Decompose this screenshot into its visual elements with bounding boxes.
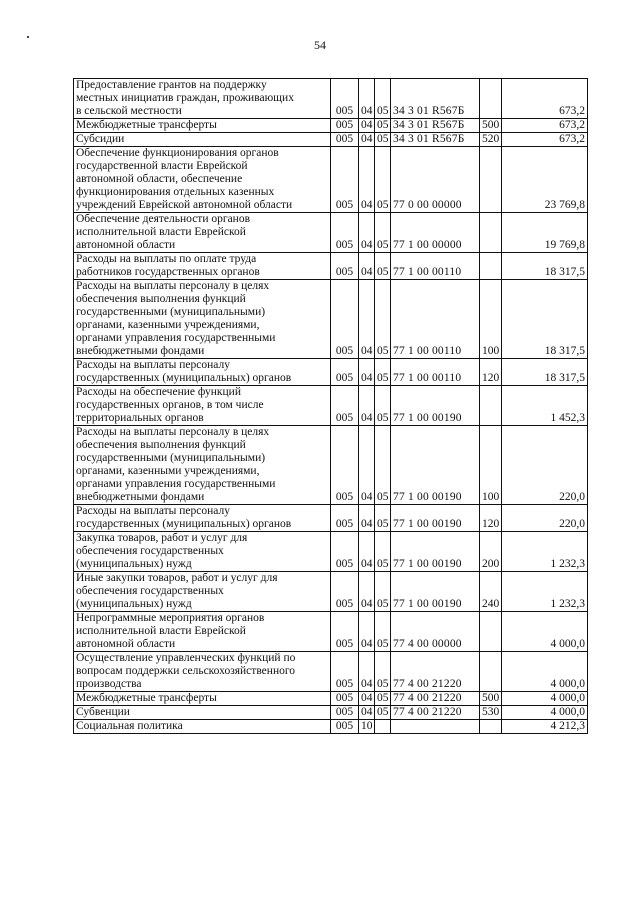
- expense-name-line: обеспечения государственных: [76, 545, 224, 557]
- ministry-code-cell: 005: [331, 505, 359, 532]
- ministry-code-cell: 005: [331, 253, 359, 280]
- expense-type-cell: 530: [480, 706, 502, 720]
- subsection-code-cell: 05: [375, 706, 391, 720]
- expense-name-line: территориальных органов: [76, 412, 204, 424]
- target-article-cell: 77 1 00 00190: [391, 505, 480, 532]
- subsection-code-cell: 05: [375, 505, 391, 532]
- subsection-code-cell: 05: [375, 572, 391, 612]
- ministry-code-cell: 005: [331, 280, 359, 359]
- ministry-code-cell: 005: [331, 692, 359, 706]
- ministry-code-cell: 005: [331, 720, 359, 734]
- expense-type-cell: 520: [480, 133, 502, 147]
- section-code-cell: 04: [359, 79, 375, 119]
- section-code-cell: 10: [359, 720, 375, 734]
- expense-type-cell: [480, 386, 502, 426]
- ministry-code-cell: 005: [331, 426, 359, 505]
- expense-type-cell: 200: [480, 532, 502, 572]
- subsection-code-cell: 05: [375, 652, 391, 692]
- amount-cell: 4 212,3: [502, 720, 588, 734]
- expense-name-line: производства: [76, 678, 142, 690]
- target-article-cell: 77 4 00 00000: [391, 612, 480, 652]
- expense-type-cell: 500: [480, 119, 502, 133]
- expense-name-line: автономной области: [76, 239, 176, 251]
- expense-name-cell: [74, 213, 331, 253]
- expense-name-line: обеспечения выполнения функций: [76, 439, 246, 451]
- subsection-code-cell: 05: [375, 359, 391, 386]
- expense-name-line: органами управления государственными: [76, 478, 276, 490]
- table-row: [74, 133, 588, 147]
- expense-name-line: обеспечения государственных: [76, 585, 224, 597]
- section-code-cell: 04: [359, 359, 375, 386]
- expense-name-cell: [74, 280, 331, 359]
- expense-type-cell: 240: [480, 572, 502, 612]
- target-article-cell: 77 1 00 00110: [391, 359, 480, 386]
- expense-name-line: автономной области, обеспечение: [76, 173, 243, 185]
- section-code-cell: 04: [359, 706, 375, 720]
- ministry-code-cell: 005: [331, 386, 359, 426]
- amount-cell: 673,2: [502, 119, 588, 133]
- amount-cell: 23 769,8: [502, 147, 588, 213]
- subsection-code-cell: 05: [375, 386, 391, 426]
- expense-name-line: Субсидии: [76, 133, 125, 145]
- expense-name-line: Социальная политика: [76, 720, 183, 732]
- section-code-cell: 04: [359, 253, 375, 280]
- expense-name-cell: [74, 133, 331, 147]
- ministry-code-cell: 005: [331, 572, 359, 612]
- expense-name-line: (муниципальных) нужд: [76, 558, 192, 570]
- amount-cell: 220,0: [502, 505, 588, 532]
- page-number: 54: [314, 38, 326, 52]
- target-article-cell: 77 4 00 21220: [391, 652, 480, 692]
- table-row: [74, 280, 588, 359]
- subsection-code-cell: 05: [375, 612, 391, 652]
- expense-name-cell: [74, 359, 331, 386]
- expense-name-line: Иные закупки товаров, работ и услуг для: [76, 572, 278, 584]
- subsection-code-cell: 05: [375, 253, 391, 280]
- target-article-cell: 77 1 00 00190: [391, 386, 480, 426]
- ministry-code-cell: 005: [331, 532, 359, 572]
- table-row: [74, 359, 588, 386]
- expense-name-line: функционирования отдельных казенных: [76, 186, 275, 198]
- subsection-code-cell: 05: [375, 79, 391, 119]
- expense-name-cell: [74, 706, 331, 720]
- expense-name-line: Осуществление управленческих функций по: [76, 652, 296, 664]
- expense-name-cell: [74, 720, 331, 734]
- table-row: [74, 253, 588, 280]
- expense-type-cell: [480, 652, 502, 692]
- expense-name-cell: [74, 253, 331, 280]
- table-row: [74, 147, 588, 213]
- expense-name-cell: [74, 119, 331, 133]
- expense-name-line: Непрограммные мероприятия органов: [76, 612, 265, 624]
- amount-cell: 4 000,0: [502, 706, 588, 720]
- budget-table-body: [74, 79, 588, 734]
- expense-type-cell: [480, 79, 502, 119]
- amount-cell: 673,2: [502, 133, 588, 147]
- ministry-code-cell: 005: [331, 79, 359, 119]
- expense-name-line: Расходы на обеспечение функций: [76, 386, 241, 398]
- ministry-code-cell: 005: [331, 133, 359, 147]
- target-article-cell: 34 3 01 R567Б: [391, 79, 480, 119]
- target-article-cell: 77 1 00 00000: [391, 213, 480, 253]
- expense-name-line: органами управления государственными: [76, 332, 276, 344]
- section-code-cell: 04: [359, 505, 375, 532]
- expense-name-line: органами, казенными учреждениями,: [76, 465, 260, 477]
- expense-name-line: в сельской местности: [76, 105, 182, 117]
- section-code-cell: 04: [359, 280, 375, 359]
- amount-cell: 18 317,5: [502, 280, 588, 359]
- target-article-cell: 77 0 00 00000: [391, 147, 480, 213]
- expense-name-line: государственных (муниципальных) органов: [76, 518, 292, 530]
- expense-name-cell: [74, 652, 331, 692]
- expense-name-line: Предоставление грантов на поддержку: [76, 79, 267, 91]
- amount-cell: 1 452,3: [502, 386, 588, 426]
- expense-name-line: внебюджетными фондами: [76, 345, 205, 357]
- target-article-cell: 77 4 00 21220: [391, 706, 480, 720]
- subsection-code-cell: 05: [375, 213, 391, 253]
- target-article-cell: 77 1 00 00190: [391, 532, 480, 572]
- expense-name-line: внебюджетными фондами: [76, 491, 205, 503]
- expense-name-line: Закупка товаров, работ и услуг для: [76, 532, 248, 544]
- table-row: [74, 720, 588, 734]
- expense-type-cell: [480, 213, 502, 253]
- expense-name-line: государственными (муниципальными): [76, 306, 266, 318]
- expense-name-cell: [74, 79, 331, 119]
- subsection-code-cell: 05: [375, 426, 391, 505]
- amount-cell: 220,0: [502, 426, 588, 505]
- target-article-cell: 77 4 00 21220: [391, 692, 480, 706]
- expense-type-cell: 100: [480, 280, 502, 359]
- expense-name-line: исполнительной власти Еврейской: [76, 226, 246, 238]
- target-article-cell: [391, 720, 480, 734]
- expense-name-line: органами, казенными учреждениями,: [76, 319, 260, 331]
- expense-name-line: Расходы на выплаты персоналу: [76, 359, 230, 371]
- section-code-cell: 04: [359, 532, 375, 572]
- section-code-cell: 04: [359, 426, 375, 505]
- expense-name-line: местных инициатив граждан, проживающих: [76, 92, 294, 104]
- section-code-cell: 04: [359, 213, 375, 253]
- expense-type-cell: 120: [480, 359, 502, 386]
- ministry-code-cell: 005: [331, 147, 359, 213]
- expense-name-line: Межбюджетные трансферты: [76, 119, 217, 131]
- table-row: [74, 79, 588, 119]
- scan-mark: [27, 36, 29, 38]
- section-code-cell: 04: [359, 612, 375, 652]
- expense-name-line: Расходы на выплаты персоналу: [76, 505, 230, 517]
- ministry-code-cell: 005: [331, 359, 359, 386]
- table-row: [74, 572, 588, 612]
- expense-name-line: исполнительной власти Еврейской: [76, 625, 246, 637]
- section-code-cell: 04: [359, 386, 375, 426]
- section-code-cell: 04: [359, 119, 375, 133]
- expense-name-cell: [74, 572, 331, 612]
- expense-name-line: Обеспечение функционирования органов: [76, 147, 279, 159]
- expense-name-cell: [74, 692, 331, 706]
- expense-name-line: Субвенции: [76, 706, 130, 718]
- ministry-code-cell: 005: [331, 652, 359, 692]
- amount-cell: 1 232,3: [502, 532, 588, 572]
- expense-name-line: Расходы на выплаты персоналу в целях: [76, 426, 270, 438]
- target-article-cell: 34 3 01 R567Б: [391, 119, 480, 133]
- subsection-code-cell: 05: [375, 532, 391, 572]
- expense-name-line: обеспечения выполнения функций: [76, 293, 246, 305]
- subsection-code-cell: 05: [375, 133, 391, 147]
- amount-cell: 4 000,0: [502, 652, 588, 692]
- amount-cell: 18 317,5: [502, 253, 588, 280]
- expense-name-line: государственными (муниципальными): [76, 452, 266, 464]
- table-row: [74, 213, 588, 253]
- section-code-cell: 04: [359, 147, 375, 213]
- section-code-cell: 04: [359, 133, 375, 147]
- section-code-cell: 04: [359, 692, 375, 706]
- subsection-code-cell: 05: [375, 692, 391, 706]
- target-article-cell: 77 1 00 00190: [391, 572, 480, 612]
- ministry-code-cell: 005: [331, 706, 359, 720]
- expense-type-cell: [480, 253, 502, 280]
- expense-type-cell: 120: [480, 505, 502, 532]
- amount-cell: 4 000,0: [502, 692, 588, 706]
- expense-name-line: государственных органов, в том числе: [76, 399, 264, 411]
- expense-type-cell: [480, 147, 502, 213]
- expense-name-cell: [74, 505, 331, 532]
- ministry-code-cell: 005: [331, 213, 359, 253]
- expense-name-cell: [74, 612, 331, 652]
- expense-name-line: работников государственных органов: [76, 266, 260, 278]
- target-article-cell: 77 1 00 00190: [391, 426, 480, 505]
- target-article-cell: 77 1 00 00110: [391, 280, 480, 359]
- expense-name-line: Расходы на выплаты персоналу в целях: [76, 280, 270, 292]
- expense-name-line: Межбюджетные трансферты: [76, 692, 217, 704]
- table-row: [74, 532, 588, 572]
- expense-name-line: автономной области: [76, 638, 176, 650]
- expense-name-cell: [74, 426, 331, 505]
- table-row: [74, 692, 588, 706]
- amount-cell: 1 232,3: [502, 572, 588, 612]
- section-code-cell: 04: [359, 652, 375, 692]
- section-code-cell: 04: [359, 572, 375, 612]
- expense-name-cell: [74, 147, 331, 213]
- ministry-code-cell: 005: [331, 612, 359, 652]
- expense-name-cell: [74, 532, 331, 572]
- subsection-code-cell: 05: [375, 280, 391, 359]
- expense-name-line: государственной власти Еврейской: [76, 160, 248, 172]
- expense-name-line: государственных (муниципальных) органов: [76, 372, 292, 384]
- expense-type-cell: 100: [480, 426, 502, 505]
- expense-name-line: учреждений Еврейской автономной области: [76, 199, 293, 211]
- subsection-code-cell: [375, 720, 391, 734]
- expense-type-cell: 500: [480, 692, 502, 706]
- table-row: [74, 426, 588, 505]
- budget-table: [73, 78, 588, 734]
- expense-name-line: Расходы на выплаты по оплате труда: [76, 253, 257, 265]
- table-row: [74, 652, 588, 692]
- ministry-code-cell: 005: [331, 119, 359, 133]
- table-row: [74, 706, 588, 720]
- expense-type-cell: [480, 720, 502, 734]
- amount-cell: 18 317,5: [502, 359, 588, 386]
- table-row: [74, 612, 588, 652]
- amount-cell: 4 000,0: [502, 612, 588, 652]
- subsection-code-cell: 05: [375, 119, 391, 133]
- expense-name-line: (муниципальных) нужд: [76, 598, 192, 610]
- table-row: [74, 386, 588, 426]
- table-row: [74, 505, 588, 532]
- expense-type-cell: [480, 612, 502, 652]
- target-article-cell: 34 3 01 R567Б: [391, 133, 480, 147]
- expense-name-cell: [74, 386, 331, 426]
- target-article-cell: 77 1 00 00110: [391, 253, 480, 280]
- expense-name-line: Обеспечение деятельности органов: [76, 213, 251, 225]
- amount-cell: 673,2: [502, 79, 588, 119]
- amount-cell: 19 769,8: [502, 213, 588, 253]
- expense-name-line: вопросам поддержки сельскохозяйственного: [76, 665, 296, 677]
- table-row: [74, 119, 588, 133]
- subsection-code-cell: 05: [375, 147, 391, 213]
